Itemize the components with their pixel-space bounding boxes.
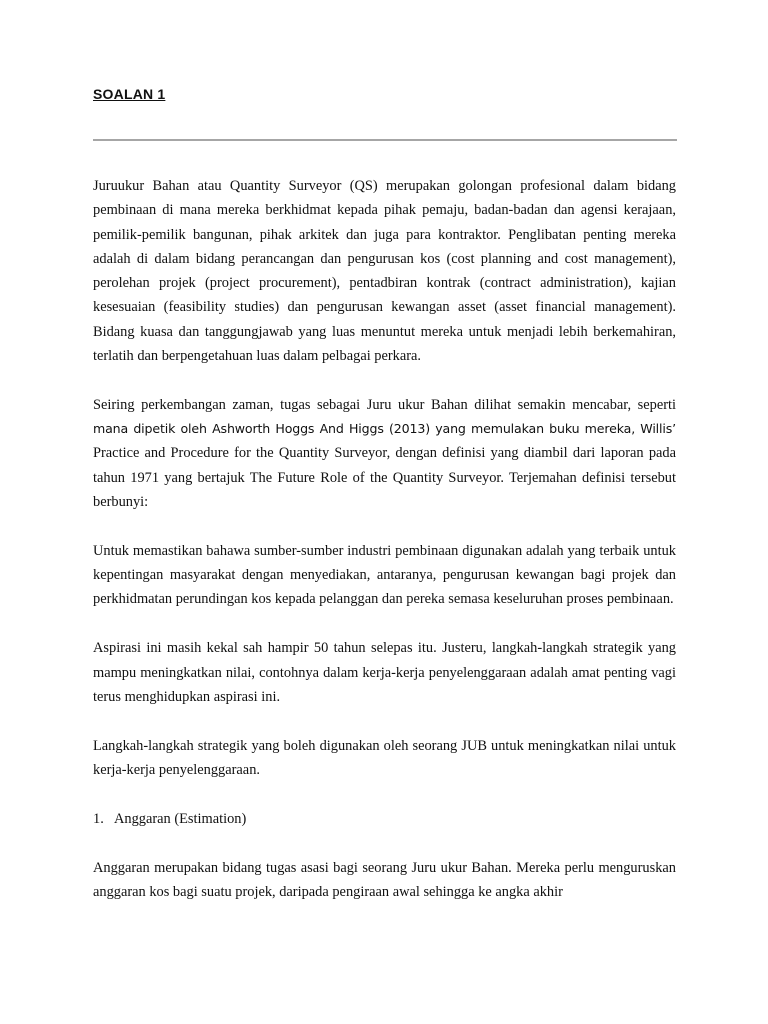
paragraph-era-challenge-part1: Seiring perkembangan zaman, tugas sebagai Juru ukur Bahan dilihat semakin mencabar, seperti <box>93 396 676 413</box>
paragraph-era-challenge-citation: mana dipetik oleh Ashworth Hoggs And Higgs (2013) yang memulakan buku mereka, Willis’ <box>93 421 676 437</box>
paragraph-era-challenge <box>93 393 676 514</box>
section-heading: SOALAN 1 <box>93 86 166 102</box>
paragraph-estimation: Anggaran merupakan bidang tugas asasi bagi seorang Juru ukur Bahan. Mereka perlu menguruskan anggaran kos bagi suatu projek, daripada pengiraan awal sehingga ke angka akhir <box>93 859 676 900</box>
document-body <box>93 174 676 904</box>
paragraph-qs-intro: Juruukur Bahan atau Quantity Surveyor (QS) merupakan golongan profesional dalam bidang pembinaan di mana mereka berkhidmat kepada pihak pemaju, badan-badan dan agensi kerajaan, pemilik-pemilik bangunan, pihak arkitek dan juga para kontraktor. Penglibatan penting mereka adalah di dalam bidang perancangan dan pengurusan kos (cost planning and cost management), perolehan projek (project procurement), pentadbiran kontrak (contract administration), kajian kesesuaian (feasibility studies) dan pengurusan kewangan asset (asset financial management). Bidang kuasa dan tanggungjawab yang luas menuntut mereka untuk menjadi lebih berkemahiran, terlatih dan berpengetahuan luas dalam pelbagai perkara. <box>93 178 676 365</box>
paragraph-strategic-steps: Langkah-langkah strategik yang boleh digunakan oleh seorang JUB untuk meningkatkan nilai untuk kerja-kerja penyelenggaraan. <box>93 737 676 778</box>
list-item-label: Anggaran (Estimation) <box>114 810 247 827</box>
list-item-number: 1. <box>93 810 104 827</box>
list-item-estimation <box>93 807 676 831</box>
paragraph-definition: Untuk memastikan bahawa sumber-sumber industri pembinaan digunakan adalah yang terbaik untuk kepentingan masyarakat dengan menyediakan, antaranya, pengurusan kewangan bagi projek dan perkhidmatan perundingan kos kepada pelanggan dan pereka semasa keseluruhan proses pembinaan. <box>93 542 676 608</box>
paragraph-era-challenge-part3: Practice and Procedure for the Quantity Surveyor, dengan definisi yang diambil dari laporan pada tahun 1971 yang bertajuk The Future Role of the Quantity Surveyor. Terjemahan definisi tersebut berbunyi: <box>93 445 676 511</box>
horizontal-rule <box>93 139 677 141</box>
paragraph-aspiration: Aspirasi ini masih kekal sah hampir 50 tahun selepas itu. Justeru, langkah-langkah strategik yang mampu meningkatkan nilai, contohnya dalam kerja-kerja penyelenggaraan adalah amat penting vagi terus menghidupkan aspirasi ini. <box>93 640 676 705</box>
